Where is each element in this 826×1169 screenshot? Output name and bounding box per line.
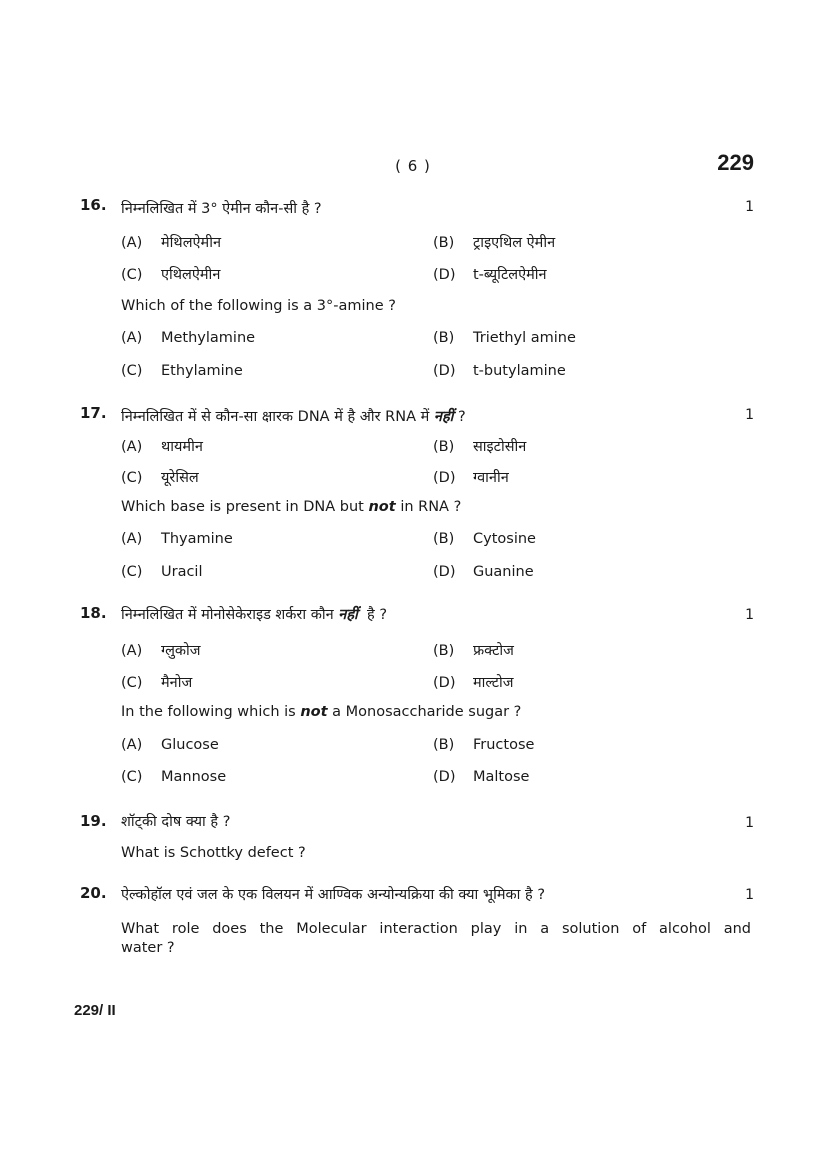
- option-b-english: (B) Fructose: [433, 737, 535, 753]
- option-b-hindi: (B) ट्राइएथिल ऐमीन: [433, 235, 556, 251]
- question-text-english: Which of the following is a 3°-amine ?: [121, 298, 396, 314]
- question-marks: 1: [745, 199, 754, 215]
- question-text-english: What is Schottky defect ?: [121, 845, 306, 861]
- emphasis-not-hindi: नहीं: [433, 409, 454, 425]
- question-marks: 1: [745, 815, 754, 831]
- page-number: ( 6 ): [395, 157, 431, 175]
- option-c-english: (C) Mannose: [121, 769, 227, 785]
- option-a-english: (A) Thyamine: [121, 531, 233, 547]
- question-text-english: In the following which is not a Monosaccharide sugar ?: [121, 704, 522, 720]
- question-number: 17.: [80, 404, 107, 422]
- option-c-hindi: (C) यूरेसिल: [121, 470, 199, 486]
- option-c-hindi: (C) मैनोज: [121, 675, 193, 691]
- option-a-hindi: (A) थायमीन: [121, 439, 203, 455]
- option-b-english: (B) Triethyl amine: [433, 330, 576, 346]
- question-number: 20.: [80, 884, 107, 902]
- option-d-hindi: (D) ग्वानीन: [433, 470, 509, 486]
- question-text-english-continued: water ?: [121, 940, 175, 956]
- question-text-hindi: निम्नलिखित में 3° ऐमीन कौन-सी है ?: [121, 201, 322, 217]
- option-a-english: (A) Glucose: [121, 737, 219, 753]
- option-c-hindi: (C) एथिलऐमीन: [121, 267, 221, 283]
- question-text-hindi: निम्नलिखित में मोनोसेकेराइड शर्करा कौन नहीं है ?: [121, 607, 388, 623]
- option-c-english: (C) Ethylamine: [121, 363, 243, 379]
- option-c-english: (C) Uracil: [121, 564, 203, 580]
- emphasis-not-hindi: नहीं: [338, 607, 358, 623]
- option-a-hindi: (A) मेथिलऐमीन: [121, 235, 222, 251]
- option-a-english: (A) Methylamine: [121, 330, 256, 346]
- question-number: 18.: [80, 604, 107, 622]
- paper-code: 229: [717, 150, 754, 175]
- option-a-hindi: (A) ग्लुकोज: [121, 643, 201, 659]
- question-text-english: What role does the Molecular interaction play in a solution of alcohol and: [121, 921, 751, 937]
- option-d-hindi: (D) माल्टोज: [433, 675, 514, 691]
- question-text-english: Which base is present in DNA but not in RNA ?: [121, 499, 462, 515]
- emphasis-not: not: [368, 499, 396, 515]
- option-d-english: (D) Maltose: [433, 769, 530, 785]
- option-d-hindi: (D) t-ब्यूटिलऐमीन: [433, 267, 547, 283]
- footer-code: 229/ II: [74, 1002, 116, 1019]
- question-marks: 1: [745, 607, 754, 623]
- option-d-english: (D) Guanine: [433, 564, 534, 580]
- question-marks: 1: [745, 407, 754, 423]
- question-marks: 1: [745, 887, 754, 903]
- option-b-hindi: (B) फ्रक्टोज: [433, 643, 514, 659]
- question-text-hindi: शॉट्की दोष क्या है ?: [121, 814, 231, 830]
- emphasis-not: not: [300, 704, 328, 720]
- option-b-english: (B) Cytosine: [433, 531, 536, 547]
- question-text-hindi: निम्नलिखित में से कौन-सा क्षारक DNA में है और RNA में नहीं ?: [121, 409, 466, 425]
- question-number: 19.: [80, 812, 107, 830]
- option-b-hindi: (B) साइटोसीन: [433, 439, 527, 455]
- question-number: 16.: [80, 196, 107, 214]
- question-text-hindi: ऐल्कोहॉल एवं जल के एक विलयन में आण्विक अन्योन्यक्रिया की क्या भूमिका है ?: [121, 887, 546, 903]
- option-d-english: (D) t-butylamine: [433, 363, 566, 379]
